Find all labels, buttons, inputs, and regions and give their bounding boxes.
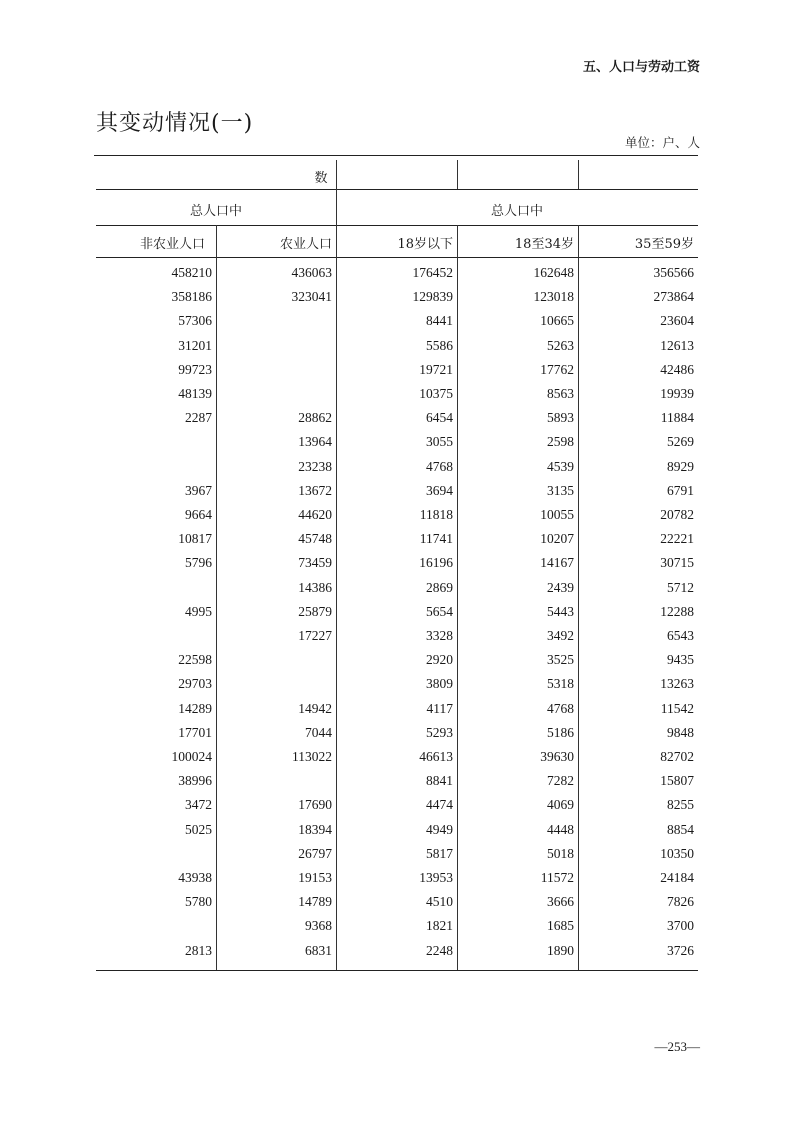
table-cell: 4117	[426, 700, 453, 716]
table-cell: 176452	[412, 265, 453, 280]
table-cell: 6543	[667, 628, 694, 643]
table-cell: 6831	[305, 942, 332, 958]
table-cell: 44620	[298, 507, 332, 522]
table-cell: 9368	[305, 918, 332, 934]
table-cell: 8441	[426, 313, 453, 329]
table-cell: 48139	[178, 386, 212, 401]
table-cell: 9848	[667, 724, 694, 740]
column-header: 非农业人口	[140, 237, 206, 252]
group-header-left: 总人口中	[189, 204, 242, 219]
page-title: 其变动情况(一)	[96, 111, 254, 136]
table-cell: 323041	[291, 289, 332, 305]
table-cell: 8841	[426, 773, 453, 789]
top-header-label: 数	[314, 171, 328, 186]
table-cell: 38996	[178, 773, 212, 789]
table-cell: 5269	[667, 434, 694, 450]
table-cell: 13964	[298, 434, 332, 450]
table-cell: 19153	[298, 870, 332, 885]
column-divider	[457, 160, 458, 189]
table-cell: 1685	[547, 918, 574, 934]
table-cell: 358186	[171, 289, 212, 305]
table-cell: 4768	[426, 458, 453, 474]
group-header-right: 总人口中	[490, 204, 543, 219]
table-cell: 57306	[178, 313, 212, 329]
table-cell: 3694	[426, 482, 453, 498]
table-cell: 3700	[667, 918, 694, 934]
header-rule-2	[96, 225, 698, 226]
table-cell: 11884	[660, 410, 694, 426]
table-cell: 3809	[426, 676, 453, 692]
table-cell: 12613	[660, 337, 694, 353]
table-cell: 20782	[660, 507, 694, 522]
table-cell: 14167	[540, 555, 574, 571]
table-cell: 46613	[419, 749, 453, 764]
column-header: 农业人口	[279, 237, 332, 252]
unit-label: 单位：户、人	[624, 135, 700, 150]
table-cell: 3328	[426, 628, 453, 643]
table-cell: 11741	[419, 531, 453, 547]
table-cell: 5654	[426, 603, 453, 619]
header-rule-3	[96, 257, 698, 258]
table-cell: 25879	[298, 603, 332, 619]
table-cell: 11542	[660, 700, 694, 716]
table-cell: 73459	[298, 555, 332, 571]
table-cell: 113022	[292, 749, 332, 764]
table-cell: 8255	[667, 797, 694, 813]
table-cell: 26797	[298, 845, 332, 861]
table-cell: 3472	[185, 797, 212, 813]
table-cell: 15807	[660, 773, 694, 789]
table-cell: 16196	[419, 555, 453, 571]
table-cell: 6454	[426, 410, 453, 426]
table-cell: 10207	[540, 531, 574, 547]
table-cell: 6791	[667, 482, 694, 498]
table-cell: 7826	[667, 894, 694, 910]
table-cell: 5443	[547, 603, 574, 619]
table-cell: 4510	[426, 894, 453, 910]
table-cell: 17701	[178, 724, 212, 740]
table-cell: 45748	[298, 531, 332, 547]
table-cell: 22221	[660, 531, 694, 547]
table-cell: 2598	[547, 434, 574, 450]
table-cell: 82702	[660, 749, 694, 764]
table-cell: 4539	[547, 458, 574, 474]
table-cell: 19939	[660, 386, 694, 401]
table-cell: 7044	[305, 724, 332, 740]
table-cell: 5586	[426, 337, 453, 353]
table-cell: 5263	[547, 337, 574, 353]
table-cell: 14289	[178, 700, 212, 716]
table-cell: 5018	[547, 845, 574, 861]
header-rule-1	[96, 189, 698, 190]
table-cell: 99723	[178, 361, 212, 377]
table-cell: 3666	[547, 894, 574, 910]
column-divider	[578, 160, 579, 189]
column-header: 18岁以下	[397, 237, 453, 252]
table-cell: 3492	[547, 628, 574, 643]
table-cell: 9435	[667, 652, 694, 668]
table-cell: 4768	[547, 700, 574, 716]
table-cell: 14789	[298, 894, 332, 910]
table-cell: 7282	[547, 773, 574, 789]
table-cell: 4448	[547, 821, 574, 837]
table-cell: 3055	[426, 434, 453, 450]
table-cell: 10375	[419, 386, 453, 401]
table-cell: 12288	[660, 603, 694, 619]
table-cell: 31201	[178, 337, 212, 353]
table-cell: 356566	[653, 265, 694, 280]
table-cell: 273864	[653, 289, 694, 305]
top-rule	[94, 155, 698, 156]
page-number: —253—	[654, 1039, 700, 1054]
table-cell: 129839	[412, 289, 453, 305]
table-cell: 22598	[178, 652, 212, 668]
table-cell: 5318	[547, 676, 574, 692]
table-cell: 2920	[426, 652, 453, 668]
table-cell: 458210	[171, 265, 212, 280]
table-cell: 3726	[667, 942, 694, 958]
table-cell: 29703	[178, 676, 212, 692]
table-cell: 19721	[419, 361, 453, 377]
table-cell: 5293	[426, 724, 453, 740]
table-cell: 11572	[540, 870, 574, 885]
table-cell: 1821	[426, 918, 453, 934]
table-cell: 23604	[660, 313, 694, 329]
table-cell: 14386	[298, 579, 332, 595]
table-cell: 14942	[298, 700, 332, 716]
table-cell: 100024	[171, 749, 212, 764]
table-cell: 8854	[667, 821, 694, 837]
table-cell: 162648	[533, 265, 574, 280]
table-cell: 18394	[298, 821, 332, 837]
table-cell: 13672	[298, 482, 332, 498]
table-cell: 3135	[547, 482, 574, 498]
table-cell: 5025	[185, 821, 212, 837]
table-cell: 10817	[178, 531, 212, 547]
table-cell: 5780	[185, 894, 212, 910]
table-cell: 17762	[540, 361, 574, 377]
table-cell: 436063	[291, 265, 332, 280]
table-cell: 2439	[547, 579, 574, 595]
chapter-heading: 五、人口与劳动工资	[582, 60, 700, 75]
table-cell: 3967	[185, 482, 212, 498]
table-cell: 10055	[540, 507, 574, 522]
table-cell: 1890	[547, 942, 574, 958]
table-cell: 13263	[660, 676, 694, 692]
table-cell: 8563	[547, 386, 574, 401]
table-cell: 3525	[547, 652, 574, 668]
table-cell: 17690	[298, 797, 332, 813]
table-cell: 2248	[426, 942, 453, 958]
table-cell: 17227	[298, 628, 332, 643]
table-cell: 30715	[660, 555, 694, 571]
table-cell: 39630	[540, 749, 574, 764]
table-cell: 5796	[185, 555, 212, 571]
column-header: 18至34岁	[514, 237, 574, 252]
table-cell: 2869	[426, 579, 453, 595]
table-cell: 2287	[185, 410, 212, 426]
table-cell: 42486	[660, 361, 694, 377]
table-cell: 4949	[426, 821, 453, 837]
bottom-rule	[96, 970, 698, 971]
table-cell: 11818	[419, 507, 453, 522]
table-cell: 43938	[178, 870, 212, 885]
column-header: 35至59岁	[634, 237, 694, 252]
table-cell: 13953	[419, 870, 453, 885]
table-cell: 123018	[533, 289, 574, 305]
table-cell: 23238	[298, 458, 332, 474]
table-cell: 28862	[298, 410, 332, 426]
table-cell: 8929	[667, 458, 694, 474]
table-cell: 5893	[547, 410, 574, 426]
table-cell: 4995	[185, 603, 212, 619]
table-cell: 4474	[426, 797, 453, 813]
table-cell: 2813	[185, 942, 212, 958]
table-cell: 10350	[660, 845, 694, 861]
table-cell: 10665	[540, 313, 574, 329]
table-cell: 9664	[185, 507, 212, 522]
table-cell: 5186	[547, 724, 574, 740]
table-cell: 5817	[426, 845, 453, 861]
table-cell: 24184	[660, 870, 694, 885]
table-cell: 4069	[547, 797, 574, 813]
table-cell: 5712	[667, 579, 694, 595]
